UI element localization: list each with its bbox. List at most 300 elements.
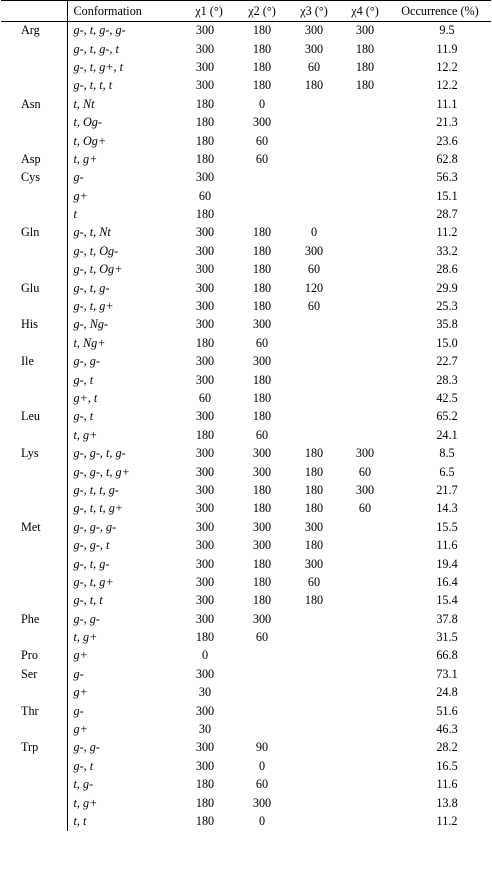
chi4-cell xyxy=(341,371,389,389)
chi3-cell: 0 xyxy=(310,225,318,240)
residue-cell: Asp xyxy=(21,151,41,166)
chi1-cell: 180 xyxy=(195,207,215,222)
occurrence-cell: 14.3 xyxy=(436,501,458,516)
conformation-cell: t xyxy=(67,205,181,223)
conformation-cell: g-, t, g-, g- xyxy=(67,22,181,40)
chi1-cell: 300 xyxy=(195,574,215,589)
conformation-cell: t, g+ xyxy=(67,150,181,168)
occurrence-cell: 37.8 xyxy=(436,611,458,626)
chi4-cell xyxy=(341,353,389,371)
chi2-cell: 180 xyxy=(252,59,272,74)
chi2-cell: 300 xyxy=(252,354,272,369)
residue-cell: Met xyxy=(21,519,41,534)
chi3-cell xyxy=(287,408,341,426)
chi1-cell: 60 xyxy=(198,391,212,405)
chi3-cell xyxy=(287,426,341,444)
header-chi4: χ4 (°) xyxy=(341,1,389,22)
chi4-cell xyxy=(341,113,389,131)
table-row xyxy=(1,224,491,242)
residue-cell: Trp xyxy=(21,740,39,755)
table-row xyxy=(1,610,491,628)
chi4-cell xyxy=(341,739,389,757)
table-row xyxy=(1,720,491,738)
conformation-cell: t, g+ xyxy=(67,628,181,646)
chi1-cell: 30 xyxy=(198,685,212,700)
occurrence-cell: 16.5 xyxy=(436,758,458,773)
chi4-cell xyxy=(341,95,389,113)
occurrence-cell: 66.8 xyxy=(436,648,458,663)
chi3-cell xyxy=(287,371,341,389)
chi4-cell xyxy=(341,647,389,665)
residue-cell: Leu xyxy=(21,409,40,424)
conformation-cell: g-, g-, t, g- xyxy=(67,444,181,462)
table-row xyxy=(1,95,491,113)
occurrence-cell: 28.2 xyxy=(436,740,458,755)
header-occurrence: Occurrence (%) xyxy=(389,1,491,22)
chi1-cell: 300 xyxy=(195,317,215,332)
chi1-cell: 300 xyxy=(195,464,215,479)
chi1-cell: 300 xyxy=(195,482,215,497)
table-row xyxy=(1,187,491,205)
chi1-cell: 180 xyxy=(195,335,215,350)
chi3-cell xyxy=(287,628,341,646)
chi3-cell xyxy=(287,316,341,334)
residue-cell: Phe xyxy=(21,611,40,626)
chi1-cell: 300 xyxy=(195,262,215,277)
chi2-cell: 180 xyxy=(252,556,272,571)
table-row xyxy=(1,555,491,573)
residue-cell xyxy=(1,297,67,315)
chi1-cell: 300 xyxy=(195,78,215,93)
chi3-cell xyxy=(287,720,341,738)
residue-cell xyxy=(1,261,67,279)
chi4-cell xyxy=(341,776,389,794)
occurrence-cell: 11.2 xyxy=(436,225,458,240)
chi1-cell: 300 xyxy=(195,372,215,387)
residue-cell: Lys xyxy=(21,446,39,461)
occurrence-cell: 11.2 xyxy=(436,813,458,828)
chi3-cell: 120 xyxy=(304,280,324,295)
table-row xyxy=(1,702,491,720)
table-row xyxy=(1,242,491,260)
occurrence-cell: 42.5 xyxy=(436,391,458,405)
conformation-cell: g-, t, Og- xyxy=(67,242,181,260)
conformation-cell: t, t xyxy=(67,812,181,830)
conformation-cell: g-, Ng- xyxy=(67,316,181,334)
header-residue xyxy=(1,1,67,22)
chi2-cell: 180 xyxy=(252,372,272,387)
conformation-cell: t, Nt xyxy=(67,95,181,113)
table-row xyxy=(1,297,491,315)
chi2-cell: 300 xyxy=(252,795,272,810)
chi3-cell xyxy=(287,812,341,830)
chi4-cell: 60 xyxy=(358,464,372,479)
residue-cell: Gln xyxy=(21,225,40,240)
conformation-cell: t, Og+ xyxy=(67,132,181,150)
chi4-cell xyxy=(341,720,389,738)
occurrence-cell: 25.3 xyxy=(436,299,458,314)
table-row xyxy=(1,205,491,223)
chi2-cell: 60 xyxy=(255,335,269,350)
header-chi2: χ2 (°) xyxy=(237,1,287,22)
chi3-cell xyxy=(287,739,341,757)
table-row xyxy=(1,389,491,407)
chi1-cell: 180 xyxy=(195,777,215,792)
chi4-cell xyxy=(341,408,389,426)
chi2-cell xyxy=(237,720,287,738)
conformation-cell: g-, t, t xyxy=(67,592,181,610)
conformation-cell: g-, g-, g- xyxy=(67,518,181,536)
table-row xyxy=(1,316,491,334)
table-row xyxy=(1,279,491,297)
residue-cell: Pro xyxy=(21,648,38,663)
chi2-cell: 300 xyxy=(252,611,272,626)
occurrence-cell: 46.3 xyxy=(436,722,458,737)
header-conformation: Conformation xyxy=(67,1,181,22)
chi1-cell: 300 xyxy=(195,354,215,369)
residue-cell xyxy=(1,684,67,702)
conformation-cell: t, Og- xyxy=(67,113,181,131)
chi3-cell: 60 xyxy=(307,262,321,277)
occurrence-cell: 21.7 xyxy=(436,482,458,497)
chi4-cell xyxy=(341,242,389,260)
residue-cell xyxy=(1,555,67,573)
residue-cell: Arg xyxy=(21,23,40,38)
table-row xyxy=(1,647,491,665)
chi4-cell xyxy=(341,205,389,223)
chi3-cell xyxy=(287,389,341,407)
chi3-cell: 300 xyxy=(304,23,324,38)
chi1-cell: 180 xyxy=(195,133,215,148)
chi4-cell xyxy=(341,316,389,334)
residue-cell: Asn xyxy=(21,96,41,111)
chi3-cell xyxy=(287,353,341,371)
chi1-cell: 300 xyxy=(195,758,215,773)
conformation-cell: g- xyxy=(67,169,181,187)
occurrence-cell: 28.3 xyxy=(436,372,458,387)
occurrence-cell: 15.5 xyxy=(436,519,458,534)
residue-cell xyxy=(1,389,67,407)
chi4-cell: 300 xyxy=(355,482,375,497)
table-row xyxy=(1,518,491,536)
chi2-cell: 300 xyxy=(252,538,272,553)
chi3-cell: 60 xyxy=(307,299,321,314)
chi2-cell: 300 xyxy=(252,317,272,332)
chi4-cell xyxy=(341,187,389,205)
chi1-cell: 300 xyxy=(195,59,215,74)
chi2-cell xyxy=(237,169,287,187)
residue-cell xyxy=(1,40,67,58)
chi4-cell xyxy=(341,169,389,187)
chi2-cell: 300 xyxy=(252,446,272,461)
chi1-cell: 180 xyxy=(195,115,215,130)
conformation-cell: g+, t xyxy=(67,389,181,407)
chi1-cell: 300 xyxy=(195,740,215,755)
conformation-cell: g-, t, g+, t xyxy=(67,58,181,76)
chi4-cell xyxy=(341,555,389,573)
chi3-cell: 180 xyxy=(304,78,324,93)
conformation-cell: g-, t, g- xyxy=(67,279,181,297)
table-row xyxy=(1,444,491,462)
conformation-cell: g-, g-, t, g+ xyxy=(67,463,181,481)
chi1-cell: 300 xyxy=(195,556,215,571)
occurrence-cell: 15.4 xyxy=(436,593,458,608)
conformation-cell: g-, t, g+ xyxy=(67,297,181,315)
chi3-cell xyxy=(287,684,341,702)
chi2-cell: 300 xyxy=(252,115,272,130)
residue-cell xyxy=(1,794,67,812)
chi4-cell xyxy=(341,261,389,279)
chi1-cell: 300 xyxy=(195,23,215,38)
rotamer-table xyxy=(1,0,491,831)
residue-cell xyxy=(1,536,67,554)
table-row xyxy=(1,812,491,830)
chi1-cell: 180 xyxy=(195,96,215,111)
chi3-cell: 300 xyxy=(304,41,324,56)
occurrence-cell: 11.6 xyxy=(436,538,458,553)
chi4-cell xyxy=(341,794,389,812)
chi2-cell: 60 xyxy=(255,151,269,166)
residue-cell xyxy=(1,573,67,591)
conformation-cell: t, g+ xyxy=(67,794,181,812)
occurrence-cell: 11.9 xyxy=(436,41,458,56)
residue-cell xyxy=(1,58,67,76)
chi4-cell xyxy=(341,628,389,646)
chi3-cell xyxy=(287,150,341,168)
residue-cell xyxy=(1,371,67,389)
chi2-cell: 90 xyxy=(255,740,269,755)
occurrence-cell: 22.7 xyxy=(436,354,458,369)
chi4-cell: 60 xyxy=(358,501,372,516)
residue-cell xyxy=(1,481,67,499)
table-row xyxy=(1,334,491,352)
table-row xyxy=(1,573,491,591)
chi4-cell xyxy=(341,426,389,444)
conformation-cell: g-, g- xyxy=(67,739,181,757)
conformation-cell: g+ xyxy=(67,684,181,702)
chi1-cell: 180 xyxy=(195,813,215,828)
chi2-cell: 300 xyxy=(252,519,272,534)
chi3-cell xyxy=(287,610,341,628)
occurrence-cell: 12.2 xyxy=(436,78,458,93)
chi4-cell xyxy=(341,684,389,702)
conformation-cell: g-, t, t, g+ xyxy=(67,500,181,518)
occurrence-cell: 15.1 xyxy=(436,188,458,203)
chi4-cell xyxy=(341,665,389,683)
occurrence-cell: 31.5 xyxy=(436,630,458,645)
chi4-cell xyxy=(341,132,389,150)
chi2-cell: 180 xyxy=(252,280,272,295)
conformation-cell: t, Ng+ xyxy=(67,334,181,352)
chi3-cell: 300 xyxy=(304,243,324,258)
occurrence-cell: 29.9 xyxy=(436,280,458,295)
chi4-cell xyxy=(341,150,389,168)
table-row xyxy=(1,628,491,646)
table-row xyxy=(1,463,491,481)
table-row xyxy=(1,113,491,131)
chi1-cell: 300 xyxy=(195,41,215,56)
table-row xyxy=(1,261,491,279)
chi4-cell xyxy=(341,224,389,242)
chi1-cell: 300 xyxy=(195,666,215,681)
occurrence-cell: 19.4 xyxy=(436,556,458,571)
conformation-cell: g+ xyxy=(67,187,181,205)
chi2-cell: 180 xyxy=(252,262,272,277)
chi4-cell xyxy=(341,334,389,352)
occurrence-cell: 12.2 xyxy=(436,59,458,74)
header-chi1: χ1 (°) xyxy=(181,1,237,22)
occurrence-cell: 35.8 xyxy=(436,317,458,332)
chi3-cell xyxy=(287,187,341,205)
chi3-cell xyxy=(287,205,341,223)
occurrence-cell: 73.1 xyxy=(436,666,458,681)
chi2-cell xyxy=(237,702,287,720)
table-row xyxy=(1,40,491,58)
chi2-cell: 180 xyxy=(252,574,272,589)
table-row xyxy=(1,132,491,150)
chi2-cell: 180 xyxy=(252,78,272,93)
occurrence-cell: 24.8 xyxy=(436,685,458,700)
chi2-cell: 60 xyxy=(255,777,269,792)
occurrence-cell: 65.2 xyxy=(436,409,458,424)
conformation-cell: g-, t, g- xyxy=(67,555,181,573)
residue-cell xyxy=(1,242,67,260)
table-row xyxy=(1,371,491,389)
chi2-cell xyxy=(237,205,287,223)
occurrence-cell: 6.5 xyxy=(439,464,455,479)
chi2-cell xyxy=(237,187,287,205)
residue-cell xyxy=(1,205,67,223)
table-row xyxy=(1,739,491,757)
chi1-cell: 300 xyxy=(195,409,215,424)
chi1-cell: 300 xyxy=(195,225,215,240)
table-row xyxy=(1,22,491,40)
chi2-cell: 60 xyxy=(255,630,269,645)
chi4-cell xyxy=(341,518,389,536)
chi4-cell: 300 xyxy=(355,446,375,461)
chi3-cell xyxy=(287,132,341,150)
chi3-cell: 180 xyxy=(304,446,324,461)
conformation-cell: g-, t, t, g- xyxy=(67,481,181,499)
conformation-cell: g-, t xyxy=(67,371,181,389)
chi1-cell: 180 xyxy=(195,630,215,645)
chi3-cell: 180 xyxy=(304,593,324,608)
occurrence-cell: 51.6 xyxy=(436,703,458,718)
table-row xyxy=(1,58,491,76)
residue-cell xyxy=(1,628,67,646)
chi1-cell: 300 xyxy=(195,593,215,608)
chi1-cell: 300 xyxy=(195,243,215,258)
chi2-cell: 180 xyxy=(252,299,272,314)
conformation-cell: g-, t xyxy=(67,408,181,426)
chi3-cell: 300 xyxy=(304,519,324,534)
chi1-cell: 300 xyxy=(195,703,215,718)
chi1-cell: 180 xyxy=(195,427,215,442)
table-row xyxy=(1,481,491,499)
chi1-cell: 180 xyxy=(195,151,215,166)
residue-cell: His xyxy=(21,317,38,332)
conformation-cell: g-, t, Nt xyxy=(67,224,181,242)
residue-cell xyxy=(1,592,67,610)
occurrence-cell: 13.8 xyxy=(436,795,458,810)
residue-cell xyxy=(1,334,67,352)
chi3-cell xyxy=(287,169,341,187)
table-row xyxy=(1,77,491,95)
table-row xyxy=(1,408,491,426)
chi2-cell: 0 xyxy=(258,813,266,828)
chi4-cell xyxy=(341,757,389,775)
residue-cell xyxy=(1,500,67,518)
chi3-cell xyxy=(287,647,341,665)
chi4-cell: 300 xyxy=(355,23,375,38)
chi2-cell: 60 xyxy=(255,133,269,148)
occurrence-cell: 16.4 xyxy=(436,574,458,589)
chi3-cell xyxy=(287,113,341,131)
residue-cell: Ser xyxy=(21,666,38,681)
chi1-cell: 300 xyxy=(195,519,215,534)
chi4-cell xyxy=(341,389,389,407)
residue-cell xyxy=(1,812,67,830)
chi3-cell xyxy=(287,334,341,352)
chi2-cell: 180 xyxy=(252,41,272,56)
header-chi3: χ3 (°) xyxy=(287,1,341,22)
conformation-cell: t, g- xyxy=(67,776,181,794)
table-header-row xyxy=(1,1,491,22)
conformation-cell: g-, t, t, t xyxy=(67,77,181,95)
chi3-cell: 60 xyxy=(307,59,321,74)
conformation-cell: g+ xyxy=(67,647,181,665)
conformation-cell: t, g+ xyxy=(67,426,181,444)
chi1-cell: 300 xyxy=(195,538,215,553)
conformation-cell: g-, g-, t xyxy=(67,536,181,554)
table-row xyxy=(1,426,491,444)
chi2-cell: 0 xyxy=(258,96,266,111)
chi4-cell: 180 xyxy=(355,59,375,74)
table-row xyxy=(1,684,491,702)
chi2-cell: 180 xyxy=(252,501,272,516)
chi1-cell: 180 xyxy=(195,795,215,810)
chi2-cell xyxy=(237,665,287,683)
residue-cell: Ile xyxy=(21,354,34,369)
occurrence-cell: 62.8 xyxy=(436,151,458,166)
chi3-cell xyxy=(287,794,341,812)
chi3-cell: 180 xyxy=(304,501,324,516)
residue-cell xyxy=(1,776,67,794)
residue-cell xyxy=(1,132,67,150)
chi3-cell: 180 xyxy=(304,482,324,497)
chi3-cell: 300 xyxy=(304,556,324,571)
conformation-cell: g- xyxy=(67,665,181,683)
chi4-cell: 180 xyxy=(355,41,375,56)
conformation-cell: g-, t, g-, t xyxy=(67,40,181,58)
chi3-cell xyxy=(287,776,341,794)
chi2-cell: 180 xyxy=(252,391,272,405)
table-row xyxy=(1,169,491,187)
table-row xyxy=(1,757,491,775)
chi2-cell: 300 xyxy=(252,464,272,479)
chi4-cell xyxy=(341,702,389,720)
chi3-cell: 180 xyxy=(304,464,324,479)
chi2-cell: 180 xyxy=(252,593,272,608)
chi1-cell: 300 xyxy=(195,501,215,516)
table-row xyxy=(1,353,491,371)
residue-cell xyxy=(1,113,67,131)
conformation-cell: g-, t, g+ xyxy=(67,573,181,591)
chi2-cell: 60 xyxy=(255,427,269,442)
occurrence-cell: 23.6 xyxy=(436,133,458,148)
table-row xyxy=(1,592,491,610)
chi3-cell: 60 xyxy=(307,574,321,589)
